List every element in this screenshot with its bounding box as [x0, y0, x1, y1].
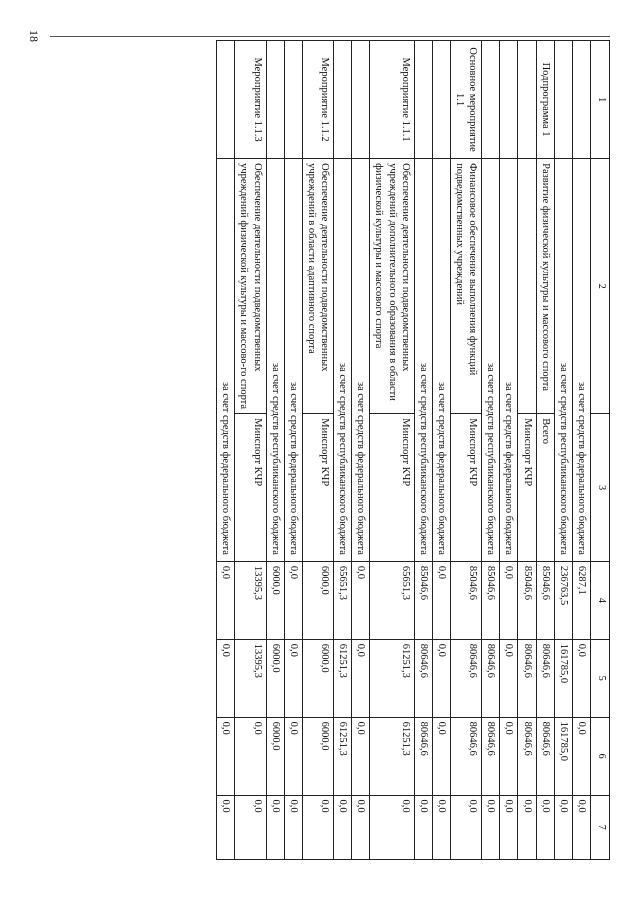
- program-name: Обеспечение деятельности подведомственных учреждений в области адаптивного спорта: [302, 159, 333, 414]
- table-row: [482, 41, 500, 860]
- funding-source-label: за счет средств республиканского бюджета: [554, 159, 572, 562]
- amount-cell: 85046,6: [451, 561, 482, 639]
- col-header: 2: [591, 159, 610, 414]
- funding-source-label: за счет средств федерального бюджета: [217, 159, 235, 562]
- amount-cell: 0,0: [432, 717, 450, 795]
- executor-cell: Минспорт КЧР: [302, 414, 333, 562]
- table-row: [500, 41, 518, 860]
- amount-cell: 61251,3: [334, 639, 352, 717]
- executor-cell: Минспорт КЧР: [451, 414, 482, 562]
- funding-source-label: за счет средств федерального бюджета: [432, 159, 450, 562]
- table-row: [266, 41, 284, 860]
- amount-cell: 80646,6: [536, 639, 554, 717]
- amount-cell: 236763,5: [554, 561, 572, 639]
- amount-cell: 0,0: [414, 795, 432, 860]
- table-row: [536, 41, 554, 860]
- code-cell: [554, 41, 572, 159]
- amount-cell: 80646,6: [482, 717, 500, 795]
- table-row: [432, 41, 450, 860]
- funding-source-label: за счет средств республиканского бюджета: [334, 159, 352, 562]
- executor-cell: Минспорт КЧР: [370, 414, 414, 562]
- table-row: [217, 41, 235, 860]
- amount-cell: 161785,0: [554, 639, 572, 717]
- amount-cell: 85046,6: [414, 561, 432, 639]
- amount-cell: 0,0: [432, 795, 450, 860]
- program-name: Финансовое обеспечение выполнения функций подведомственных учреждений: [451, 159, 482, 414]
- funding-source-label: за счет средств федерального бюджета: [284, 159, 302, 562]
- table-row: [554, 41, 572, 860]
- program-code: Мероприятие 1.1.2: [302, 41, 333, 159]
- amount-cell: 0,0: [518, 795, 536, 860]
- funding-source-label: за счет средств федерального бюджета: [352, 159, 370, 562]
- table-row: [284, 41, 302, 860]
- page-number: 18: [27, 30, 41, 42]
- program-name: Развитие физической культуры и массового спорта: [536, 159, 554, 414]
- rotated-page: [50, 40, 610, 860]
- col-header: 1: [591, 41, 610, 159]
- amount-cell: 80646,6: [518, 717, 536, 795]
- table-row: [451, 41, 482, 860]
- table-row: [302, 41, 333, 860]
- amount-cell: 0,0: [352, 795, 370, 860]
- amount-cell: 161785,0: [554, 717, 572, 795]
- amount-cell: 6000,0: [266, 717, 284, 795]
- amount-cell: 0,0: [482, 795, 500, 860]
- amount-cell: 0,0: [284, 795, 302, 860]
- amount-cell: 0,0: [536, 795, 554, 860]
- amount-cell: 80646,6: [518, 639, 536, 717]
- amount-cell: 0,0: [500, 795, 518, 860]
- table-row: [334, 41, 352, 860]
- program-code: Мероприятие 1.1.3: [235, 41, 266, 159]
- amount-cell: 80646,6: [482, 639, 500, 717]
- funding-source-label: за счет средств республиканского бюджета: [414, 159, 432, 562]
- top-rule: [50, 36, 610, 37]
- amount-cell: 0,0: [217, 639, 235, 717]
- amount-cell: 6000,0: [266, 561, 284, 639]
- funding-source-label: за счет средств федерального бюджета: [572, 159, 590, 562]
- name-cell: [518, 159, 536, 414]
- code-cell: [352, 41, 370, 159]
- amount-cell: 6000,0: [302, 717, 333, 795]
- table-body: [217, 41, 591, 860]
- amount-cell: 0,0: [302, 795, 333, 860]
- code-cell: [217, 41, 235, 159]
- funding-source-label: за счет средств республиканского бюджета: [482, 159, 500, 562]
- code-cell: [482, 41, 500, 159]
- table-row: [235, 41, 266, 860]
- code-cell: [334, 41, 352, 159]
- amount-cell: 6000,0: [302, 561, 333, 639]
- amount-cell: 80646,6: [414, 717, 432, 795]
- code-cell: [266, 41, 284, 159]
- code-cell: [414, 41, 432, 159]
- amount-cell: 0,0: [284, 639, 302, 717]
- amount-cell: 80646,6: [451, 639, 482, 717]
- executor-cell: Всего: [536, 414, 554, 562]
- amount-cell: 0,0: [334, 795, 352, 860]
- table-row: [352, 41, 370, 860]
- amount-cell: 0,0: [500, 639, 518, 717]
- table-row: [572, 41, 590, 860]
- amount-cell: 0,0: [217, 561, 235, 639]
- amount-cell: 0,0: [500, 561, 518, 639]
- program-code: Основное мероприятие 1.1: [451, 41, 482, 159]
- amount-cell: 85046,6: [518, 561, 536, 639]
- amount-cell: 6000,0: [266, 639, 284, 717]
- amount-cell: 0,0: [554, 795, 572, 860]
- amount-cell: 0,0: [572, 795, 590, 860]
- code-cell: [432, 41, 450, 159]
- amount-cell: 80646,6: [414, 639, 432, 717]
- program-name: Обеспечение деятельности подведомственных учреждений дополнительного образования в области физической культуры и массового спорта: [370, 159, 414, 414]
- amount-cell: 0,0: [266, 795, 284, 860]
- amount-cell: 0,0: [217, 717, 235, 795]
- amount-cell: 6287,1: [572, 561, 590, 639]
- amount-cell: 0,0: [370, 795, 414, 860]
- amount-cell: 85046,6: [482, 561, 500, 639]
- amount-cell: 61251,3: [370, 639, 414, 717]
- code-cell: [284, 41, 302, 159]
- funding-source-label: за счет средств республиканского бюджета: [266, 159, 284, 562]
- amount-cell: 0,0: [217, 795, 235, 860]
- col-header: 4: [591, 561, 610, 639]
- amount-cell: 0,0: [284, 717, 302, 795]
- budget-table: [216, 40, 610, 860]
- amount-cell: 80646,6: [451, 717, 482, 795]
- amount-cell: 0,0: [451, 795, 482, 860]
- amount-cell: 61251,3: [334, 717, 352, 795]
- executor-cell: Минспорт КЧР: [235, 414, 266, 562]
- amount-cell: 13395,3: [235, 561, 266, 639]
- amount-cell: 65651,3: [334, 561, 352, 639]
- amount-cell: 0,0: [235, 717, 266, 795]
- amount-cell: 0,0: [352, 639, 370, 717]
- amount-cell: 6000,0: [302, 639, 333, 717]
- funding-source-label: за счет средств федерального бюджета: [500, 159, 518, 562]
- amount-cell: 0,0: [284, 561, 302, 639]
- amount-cell: 85046,6: [536, 561, 554, 639]
- amount-cell: 80646,6: [536, 717, 554, 795]
- col-header: 7: [591, 795, 610, 860]
- code-cell: [572, 41, 590, 159]
- amount-cell: 0,0: [572, 639, 590, 717]
- code-cell: [500, 41, 518, 159]
- amount-cell: 0,0: [352, 717, 370, 795]
- table-row: [414, 41, 432, 860]
- program-code: Подпрограмма 1: [536, 41, 554, 159]
- amount-cell: 0,0: [352, 561, 370, 639]
- amount-cell: 0,0: [572, 717, 590, 795]
- amount-cell: 61251,3: [370, 717, 414, 795]
- amount-cell: 0,0: [432, 639, 450, 717]
- amount-cell: 65651,3: [370, 561, 414, 639]
- amount-cell: 0,0: [500, 717, 518, 795]
- col-header: 3: [591, 414, 610, 562]
- amount-cell: 0,0: [235, 795, 266, 860]
- col-header: 5: [591, 639, 610, 717]
- amount-cell: 13395,3: [235, 639, 266, 717]
- table-row: [518, 41, 536, 860]
- header-row: [591, 41, 610, 860]
- col-header: 6: [591, 717, 610, 795]
- table-row: [370, 41, 414, 860]
- program-name: Обеспечение деятельности подведомственных учреждений физической культуры и массово-го спорта: [235, 159, 266, 414]
- program-code: Мероприятие 1.1.1: [370, 41, 414, 159]
- amount-cell: 0,0: [432, 561, 450, 639]
- code-cell: [518, 41, 536, 159]
- executor-cell: Минспорт КЧР: [518, 414, 536, 562]
